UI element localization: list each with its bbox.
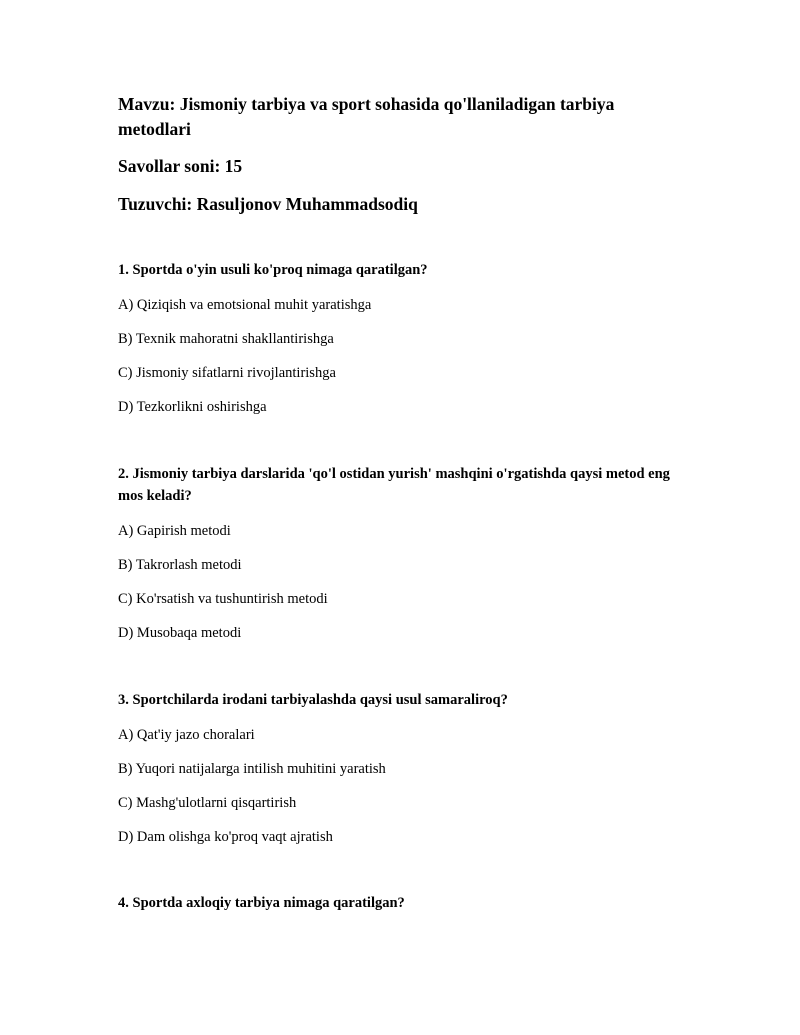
- question-block-1: [118, 259, 678, 417]
- author-line: Tuzuvchi: Rasuljonov Muhammadsodiq: [118, 194, 418, 214]
- document-title: Mavzu: Jismoniy tarbiya va sport sohasida qo'llaniladigan tarbiya metodlari: [118, 94, 615, 139]
- option-c: C) Jismoniy sifatlarni rivojlantirishga: [118, 365, 336, 381]
- document-content: [118, 92, 678, 914]
- option-b: B) Yuqori natijalarga intilish muhitini yaratish: [118, 761, 386, 777]
- option-d: D) Tezkorlikni oshirishga: [118, 399, 267, 415]
- option-d: D) Musobaqa metodi: [118, 625, 242, 641]
- option-c: C) Ko'rsatish va tushuntirish metodi: [118, 591, 328, 607]
- option-b: B) Takrorlash metodi: [118, 557, 242, 573]
- option-list: [118, 725, 678, 847]
- option-c: C) Mashg'ulotlarni qisqartirish: [118, 795, 297, 811]
- option-d: D) Dam olishga ko'proq vaqt ajratish: [118, 829, 333, 845]
- option-a: A) Qiziqish va emotsional muhit yaratishga: [118, 297, 372, 313]
- option-a: A) Gapirish metodi: [118, 523, 231, 539]
- option-list: [118, 295, 678, 417]
- question-text: 3. Sportchilarda irodani tarbiyalashda qaysi usul samaraliroq?: [118, 692, 508, 708]
- option-list: [118, 521, 678, 643]
- question-block-4: [118, 892, 678, 914]
- question-count: Savollar soni: 15: [118, 156, 243, 176]
- question-text: 4. Sportda axloqiy tarbiya nimaga qaratilgan?: [118, 895, 405, 911]
- option-a: A) Qat'iy jazo choralari: [118, 727, 255, 743]
- question-block-2: [118, 463, 678, 643]
- question-text: 1. Sportda o'yin usuli ko'proq nimaga qaratilgan?: [118, 262, 428, 278]
- option-b: B) Texnik mahoratni shakllantirishga: [118, 331, 334, 347]
- question-block-3: [118, 689, 678, 847]
- question-text: 2. Jismoniy tarbiya darslarida 'qo'l ostidan yurish' mashqini o'rgatishda qaysi metod eng mos keladi?: [118, 466, 670, 504]
